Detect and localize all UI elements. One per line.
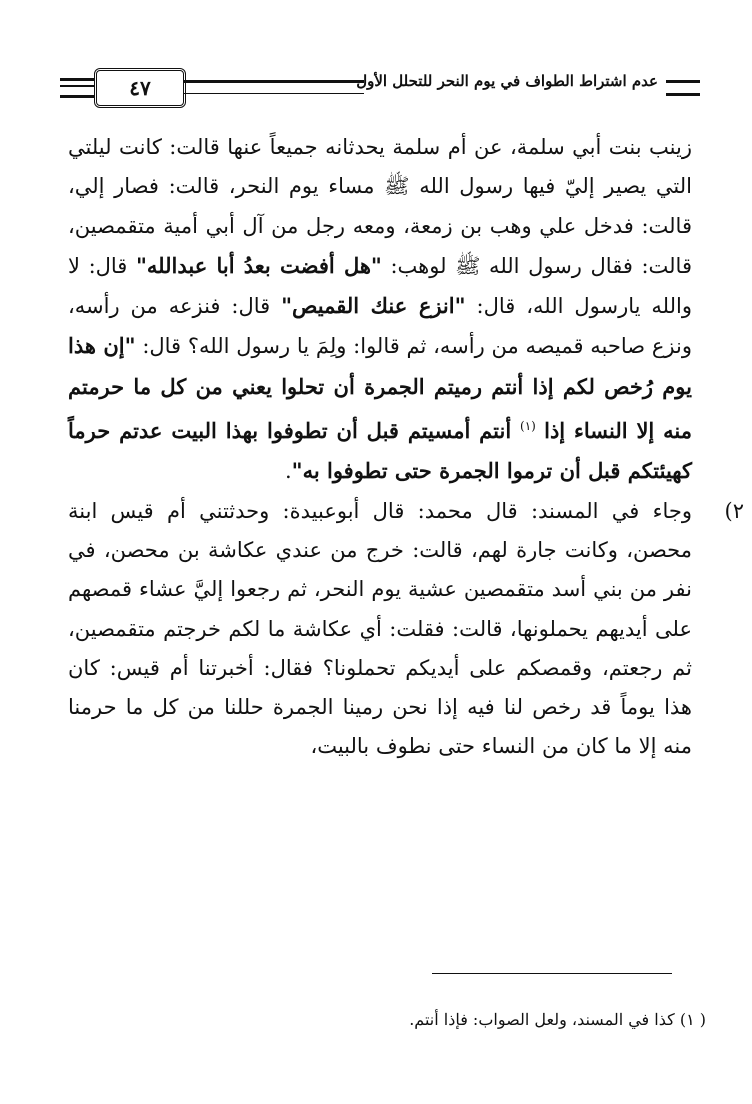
item-text: وجاء في المسند: قال محمد: قال أبوعبيدة: وحدثتني أم قيس ابنة محصن، وكانت جارة لهم، قالت: خرج من عندي عكاشة بن محصن، في نفر من بني أسد متقمصين عشية يوم النحر، ثم رجعوا إليَّ عشاء قمصهم على أيديهم يحملونها، قالت: فقلت: أي عكاشة ما لكم خرجتم متقمصين، ثم رجعتم، وقمصكم على أيديكم تحملونا؟ فقال: أخبرتنا أم قيس: كان هذا يوماً قد رخص لنا فيه إذا نحن رمينا الجمرة حللنا من كل ما حرمنا منه إلا ما كان من النساء حتى نطوف بالبيت، xyxy=(68,498,692,759)
text-run: زينب بنت أبي سلمة، عن أم سلمة يحدثانه جميعاً عنها قالت: كانت ليلتي التي يصير إليّ فيها رسول الله ﷺ مساء يوم النحر، قالت: فصار إلي، قالت: فدخل علي وهب بن زمعة، ومعه رجل من آل أبي أمية متقمصين، قالت: فقال رسول الله ﷺ لوهب: xyxy=(68,135,692,278)
quote-bold: "هل أفضت بعدُ أبا عبدالله" xyxy=(135,252,382,278)
page-header xyxy=(60,62,700,110)
paragraph-1 xyxy=(68,128,692,492)
footnote-divider xyxy=(432,973,672,974)
body-text xyxy=(68,128,744,767)
text-run: . xyxy=(284,459,292,484)
text-run: قال: فنزعه من رأسه، ونزع صاحبه قميصه من رأسه، ثم قالوا: ولِمَ يا رسول الله؟ قال: xyxy=(68,294,692,359)
header-rule xyxy=(184,80,364,94)
running-title: عدم اشتراط الطواف في يوم النحر للتحلل الأول xyxy=(356,72,658,90)
footnote: ( ١) كذا في المسند، ولعل الصواب: فإذا أنتم. xyxy=(409,1010,706,1029)
page-number: ٤٧ xyxy=(94,68,186,108)
item-number: ٢) xyxy=(724,498,744,523)
footnote-marker: (١) xyxy=(520,419,536,434)
quote-bold: "إن هذا يوم رُخص لكم إذا أنتم رميتم الجمرة أن تحلوا يعني من كل ما حرمتم منه إلا النساء إذا xyxy=(68,333,692,444)
text-run: قال: لا والله يارسول الله، قال: xyxy=(68,253,692,319)
list-item-2 xyxy=(68,492,744,767)
quote-bold: "انزع عنك القميص" xyxy=(281,293,466,319)
header-ornament-right xyxy=(666,80,700,96)
header-ornament-left xyxy=(60,78,94,98)
quote-bold: أنتم أمسيتم قبل أن تطوفوا بهذا البيت عدتم حرماً كهيئتكم قبل أن ترموا الجمرة حتى تطوفوا به" xyxy=(68,418,692,484)
